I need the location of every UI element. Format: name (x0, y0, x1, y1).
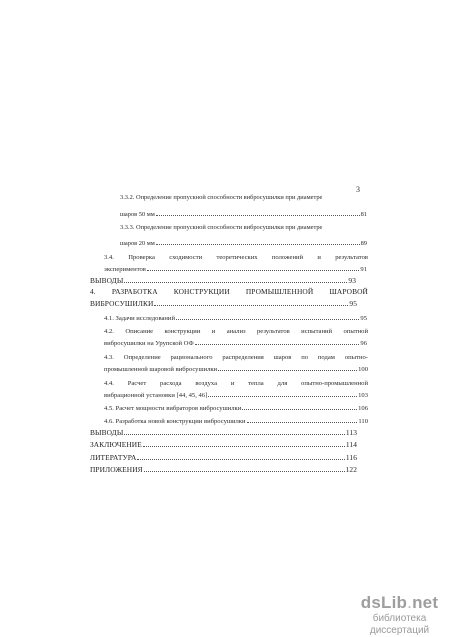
dot-leader (247, 417, 358, 423)
toc-page-number: 110 (358, 418, 368, 425)
dot-leader (218, 365, 357, 371)
dot-leader (137, 454, 344, 460)
toc-entry-3-3-2 (120, 210, 367, 219)
toc-entry-references (90, 454, 357, 462)
toc-entry-4-4 (104, 391, 368, 400)
toc-entry-title: 4.6. Разработка новой конструкции вибросушилки (104, 418, 246, 425)
toc-entry-conclusions-3 (90, 277, 356, 285)
dot-leader (195, 339, 360, 345)
dot-leader (176, 314, 359, 320)
dot-leader (242, 404, 357, 410)
toc-entry-4-4-line2: вибрационной установки [44, 45, 46] (104, 392, 208, 399)
toc-entry-title: 4.1. Задачи исследований (104, 315, 175, 322)
toc-entry-4-2-line2: вибросушилки на Урупской ОФ (104, 340, 194, 347)
watermark-logo (352, 594, 447, 612)
toc-entry-4-3-line1: 4.3. Определение рационального распределения шаров по подам опытно- (104, 354, 368, 361)
toc-entry-4-2-line1: 4.2. Описание конструкции и анализ результатов испытаний опытной (104, 328, 368, 335)
toc-page-number: 91 (360, 266, 367, 273)
dot-leader (143, 441, 345, 447)
toc-entry-final-conclusion (90, 441, 357, 449)
dot-leader (154, 300, 348, 306)
watermark-logo-dot: . (407, 593, 413, 612)
page-number: 3 (356, 185, 360, 194)
toc-entry-chapter-4 (90, 300, 357, 308)
toc-entry-3-3-2-line1: 3.3.2. Определение пропускной способности виброcушилки при диаметре (120, 194, 323, 201)
toc-page-number: 89 (360, 240, 367, 247)
toc-entry-title: ЗАКЛЮЧЕНИЕ (90, 440, 142, 449)
toc-page-number: 100 (358, 366, 368, 373)
dot-leader (156, 239, 360, 245)
dot-leader (124, 277, 347, 283)
watermark-logo-right: net (412, 593, 439, 612)
toc-page-number: 95 (360, 315, 367, 322)
toc-entry-4-4-line1: 4.4. Расчет расхода воздуха и тепла для опытно-промышленной (104, 380, 368, 387)
toc-entry-3-4-line1: 3.4. Проверка сходимости теоретических положений и результатов (104, 254, 368, 261)
toc-entry-4-2 (104, 339, 367, 348)
dslib-watermark (352, 594, 447, 637)
toc-entry-3-4 (104, 265, 367, 274)
toc-page-number: 113 (345, 428, 357, 437)
toc-entry-3-3-2-line2: шаров 50 мм (120, 211, 155, 218)
dot-leader (208, 391, 357, 397)
toc-entry-4-5 (104, 404, 368, 413)
toc-page-number: 106 (358, 405, 368, 412)
toc-entry-title: ЛИТЕРАТУРА (90, 453, 137, 462)
dot-leader (124, 429, 345, 435)
toc-page-number: 116 (345, 453, 357, 462)
toc-page-number: 93 (348, 276, 356, 285)
toc-entry-conclusions-4 (90, 429, 357, 437)
toc-entry-4-1 (104, 314, 367, 323)
toc-entry-3-3-3 (120, 239, 367, 248)
dot-leader (147, 265, 359, 271)
toc-entry-4-3-line2: промышленной шаровой вибросушилки (104, 366, 218, 373)
toc-entry-4-6 (104, 417, 368, 426)
dot-leader (156, 210, 360, 216)
toc-entry-title: ВЫВОДЫ (90, 428, 124, 437)
toc-entry-3-4-line2: экспериментов (104, 266, 146, 273)
dot-leader (144, 466, 345, 472)
toc-entry-chapter-4-line1: 4. РАЗРАБОТКА КОНСТРУКЦИИ ПРОМЫШЛЕННОЙ ШАРОВОЙ (90, 287, 368, 296)
toc-page-number: 81 (360, 211, 367, 218)
toc-page-number: 95 (349, 299, 357, 308)
toc-page-number: 96 (360, 340, 367, 347)
toc-entry-3-3-3-line1: 3.3.3. Определение пропускной способности виброcушилки при диаметре (120, 224, 323, 231)
toc-page-number: 114 (345, 440, 357, 449)
toc-page-number: 103 (358, 392, 368, 399)
watermark-subtitle: библиотека диссертаций (369, 613, 430, 636)
toc-page-number: 122 (345, 465, 357, 474)
toc-entry-chapter-4-line2: ВИБРОСУШИЛКИ (90, 299, 154, 308)
watermark-logo-left: dsLib (360, 593, 408, 612)
toc-entry-3-3-3-line2: шаров 20 мм (120, 240, 155, 247)
toc-entry-title: ВЫВОДЫ (90, 276, 124, 285)
toc-entry-title: 4.5. Расчет мощности вибраторов вибросушилки (104, 405, 242, 412)
toc-entry-appendices (90, 466, 357, 474)
toc-entry-4-3 (104, 365, 368, 374)
toc-entry-title: ПРИЛОЖЕНИЯ (90, 465, 143, 474)
